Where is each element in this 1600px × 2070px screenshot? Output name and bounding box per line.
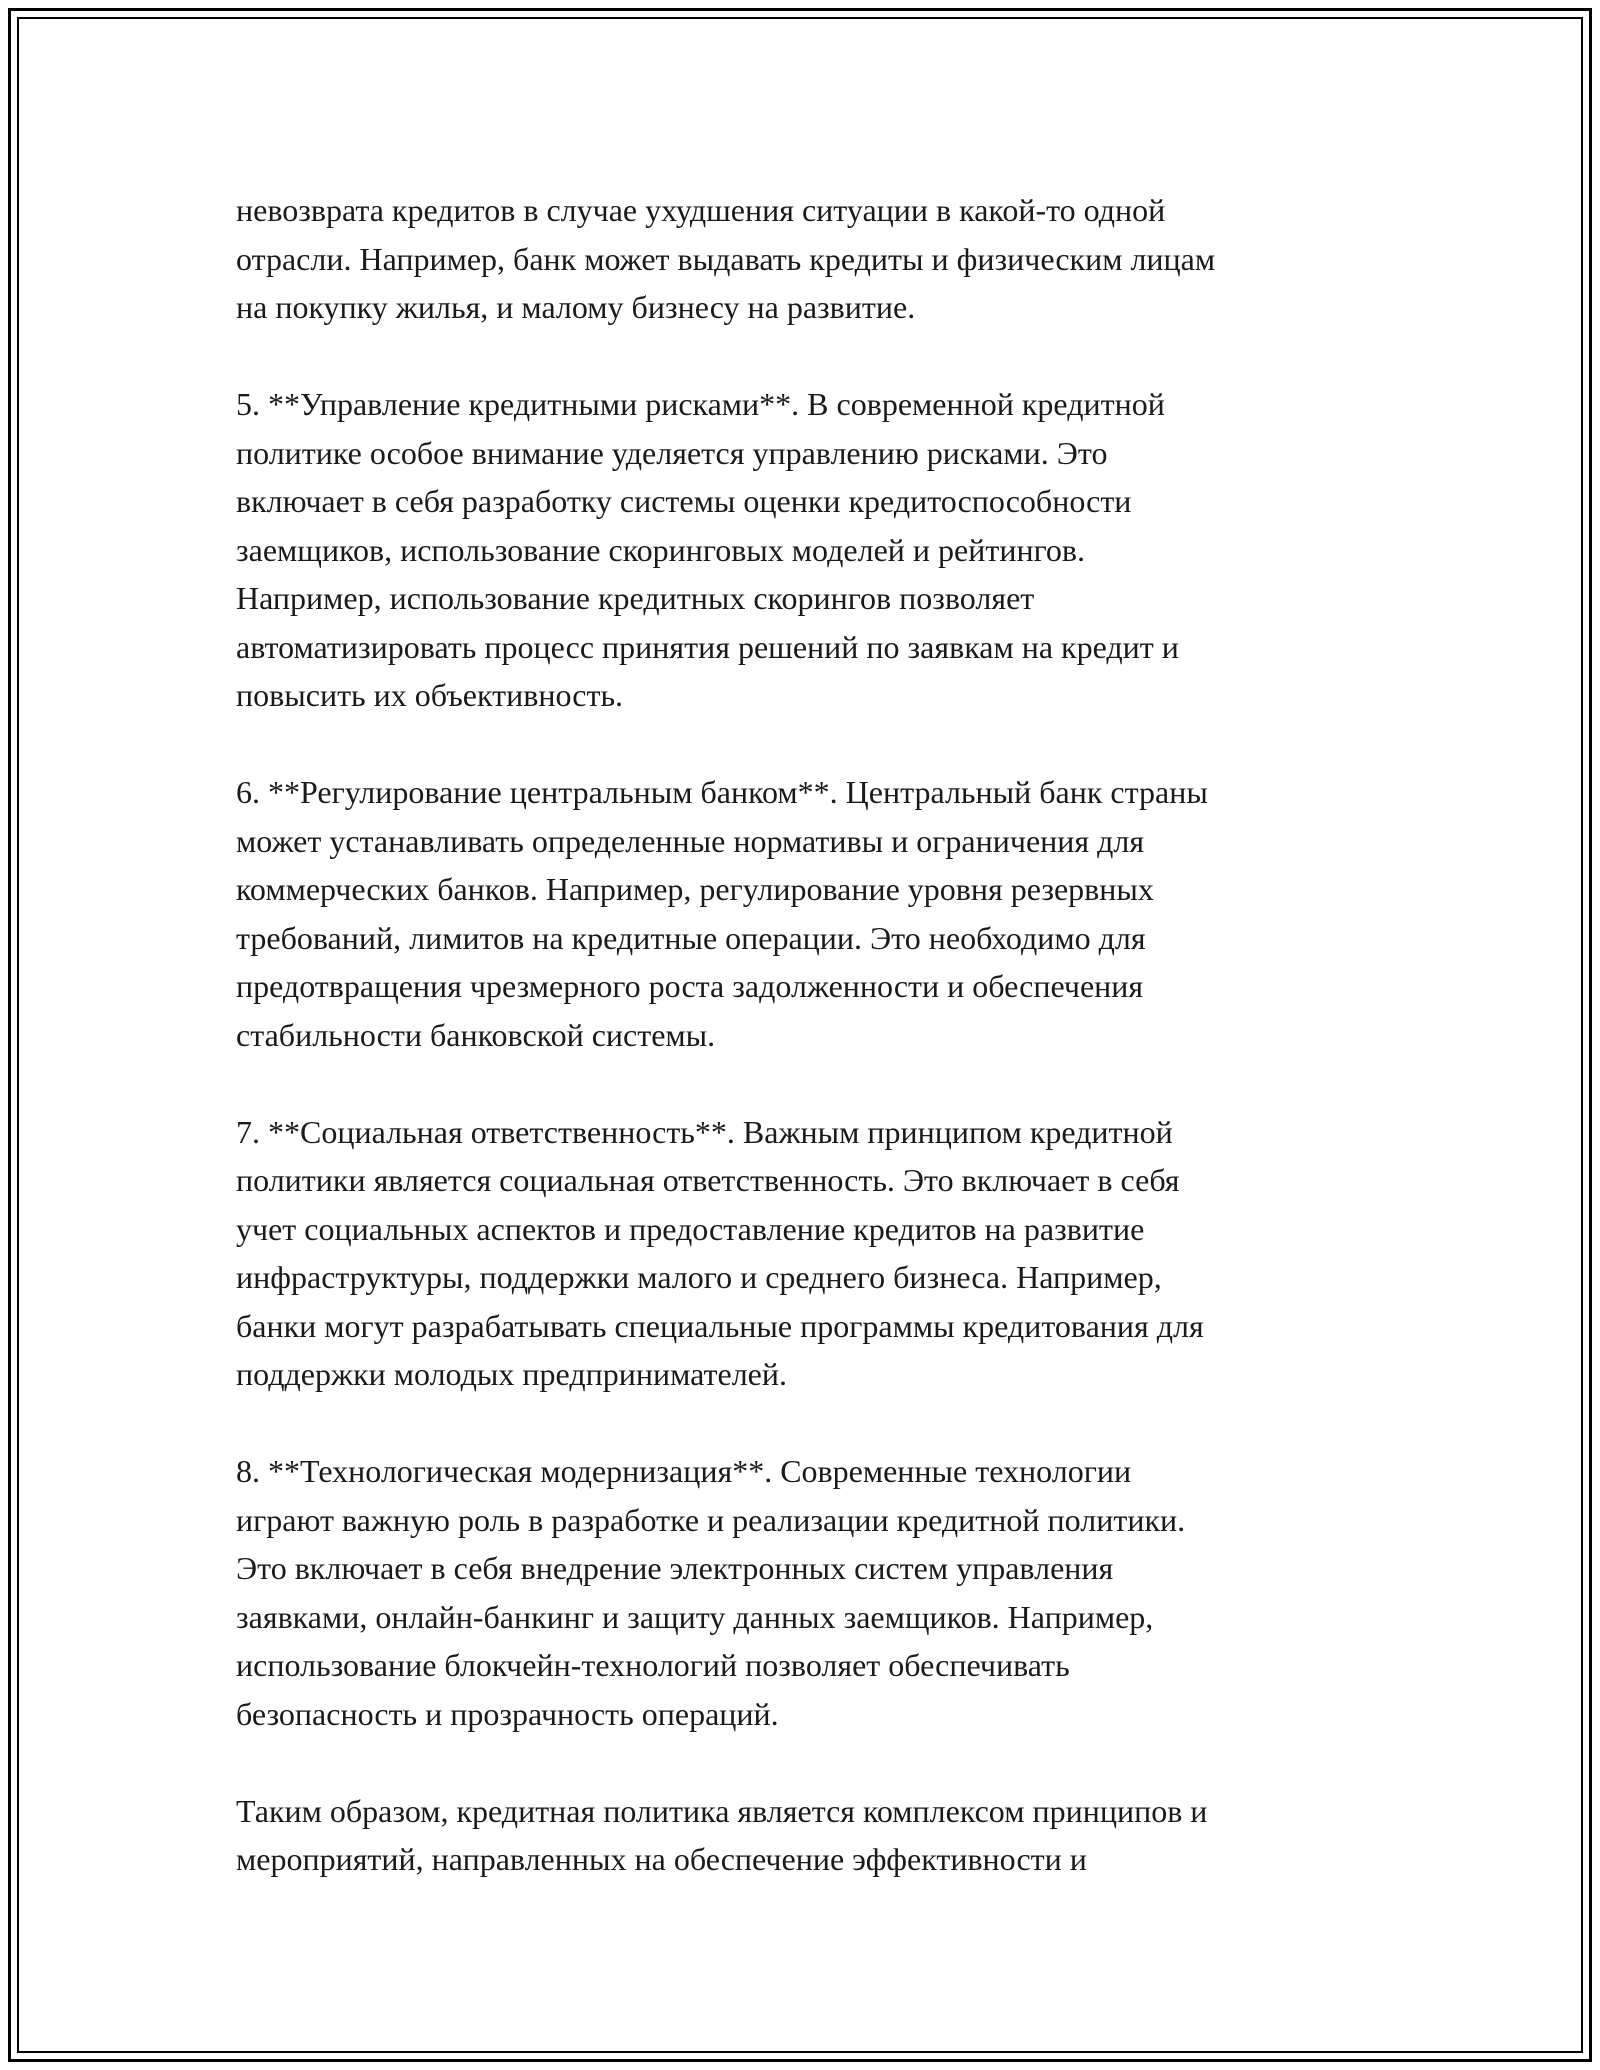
text-line: политике особое внимание уделяется управлению рисками. Это xyxy=(236,434,1108,471)
text-line: на покупку жилья, и малому бизнесу на развитие. xyxy=(236,289,916,325)
paragraph-intro-continuation xyxy=(236,186,1386,332)
text-line: Это включает в себя внедрение электронных систем управления xyxy=(236,1550,1114,1586)
text-line: политики является социальная ответственность. Это включает в себя xyxy=(236,1162,1180,1198)
text-line: предотвращения чрезмерного роста задолженности и обеспечения xyxy=(236,968,1144,1004)
text-line: инфраструктуры, поддержки малого и среднего бизнеса. Например, xyxy=(236,1259,1162,1295)
text-line: включает в себя разработку системы оценки кредитоспособности xyxy=(236,483,1132,519)
text-line: заемщиков, использование скоринговых моделей и рейтингов. xyxy=(236,531,1086,568)
text-line: Таким образом, кредитная политика является комплексом принципов и xyxy=(236,1792,1208,1829)
text-line: 8. **Технологическая модернизация**. Современные технологии xyxy=(236,1453,1132,1489)
text-line: автоматизировать процесс принятия решений по заявкам на кредит и xyxy=(236,628,1179,665)
text-line: учет социальных аспектов и предоставление кредитов на развитие xyxy=(236,1210,1145,1247)
paragraph-technological-modernization xyxy=(236,1447,1386,1738)
text-line: Например, использование кредитных скорингов позволяет xyxy=(236,580,1035,616)
text-line: повысить их объективность. xyxy=(236,677,624,713)
text-line: поддержки молодых предпринимателей. xyxy=(236,1356,787,1392)
text-line: 5. **Управление кредитными рисками**. В современной кредитной xyxy=(236,386,1165,422)
text-line: коммерческих банков. Например, регулирование уровня резервных xyxy=(236,871,1154,907)
text-line: требований, лимитов на кредитные операции. Это необходимо для xyxy=(236,919,1146,956)
paragraph-central-bank-regulation xyxy=(236,768,1386,1059)
text-line: 6. **Регулирование центральным банком**. Центральный банк страны xyxy=(236,774,1208,810)
text-line: 7. **Социальная ответственность**. Важным принципом кредитной xyxy=(236,1113,1173,1150)
text-line: безопасность и прозрачность операций. xyxy=(236,1695,779,1732)
text-line: отрасли. Например, банк может выдавать кредиты и физическим лицам xyxy=(236,240,1216,277)
paragraph-credit-risk-management xyxy=(236,380,1386,720)
text-line: стабильности банковской системы. xyxy=(236,1016,716,1053)
text-line: невозврата кредитов в случае ухудшения ситуации в какой-то одной xyxy=(236,192,1166,228)
paragraph-social-responsibility xyxy=(236,1108,1386,1399)
text-line: мероприятий, направленных на обеспечение эффективности и xyxy=(236,1841,1087,1877)
text-line: банки могут разрабатывать специальные программы кредитования для xyxy=(236,1307,1204,1344)
document-body xyxy=(236,186,1386,1932)
text-line: заявками, онлайн-банкинг и защиту данных заемщиков. Например, xyxy=(236,1598,1154,1635)
text-line: может устанавливать определенные нормативы и ограничения для xyxy=(236,822,1145,859)
text-line: использование блокчейн-технологий позволяет обеспечивать xyxy=(236,1647,1070,1683)
text-line: играют важную роль в разработке и реализации кредитной политики. xyxy=(236,1501,1186,1538)
paragraph-conclusion xyxy=(236,1787,1386,1884)
